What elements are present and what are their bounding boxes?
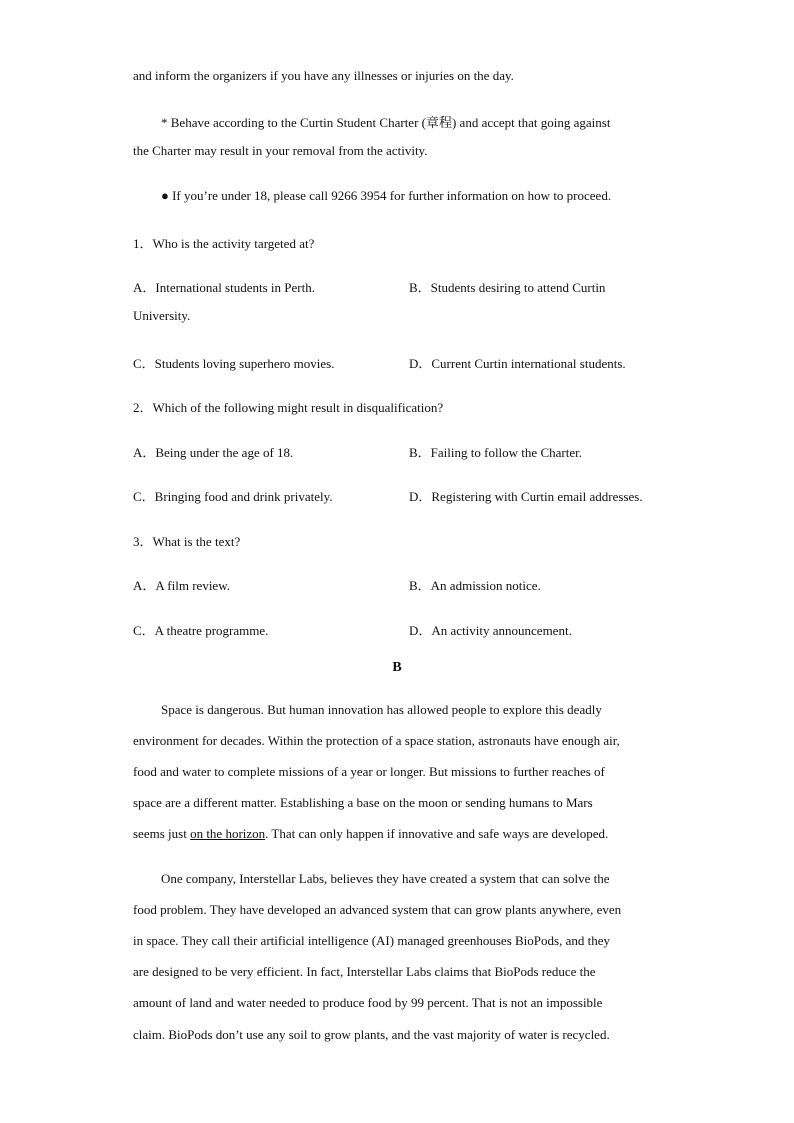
- question-1-option-b-continued: University.: [133, 308, 191, 323]
- question-2-option-d: D．Registering with Curtin email addresses.: [409, 489, 643, 504]
- question-1-stem: 1．Who is the activity targeted at?: [133, 236, 315, 251]
- question-1-option-b: B．Students desiring to attend Curtin: [409, 280, 606, 295]
- question-2-option-c: C．Bringing food and drink privately.: [133, 489, 333, 504]
- charter-line-continued: the Charter may result in your removal from the activity.: [133, 143, 428, 158]
- question-1-option-c: C．Students loving superhero movies.: [133, 356, 335, 371]
- paragraph-2-line: in space. They call their artificial intelligence (AI) managed greenhouses BioPods, and they: [133, 933, 610, 948]
- paragraph-1-line: food and water to complete missions of a year or longer. But missions to further reaches of: [133, 764, 605, 779]
- paragraph-2-line: food problem. They have developed an advanced system that can grow plants anywhere, even: [133, 902, 622, 917]
- paragraph-1-text: . That can only happen if innovative and safe ways are developed.: [265, 826, 609, 841]
- under18-note: ● If you’re under 18, please call 9266 3954 for further information on how to proceed.: [161, 188, 612, 203]
- charter-line: * Behave according to the Curtin Student Charter (章程) and accept that going against: [161, 115, 611, 130]
- question-2-option-a: A．Being under the age of 18.: [133, 445, 294, 460]
- question-1-option-d: D．Current Curtin international students.: [409, 356, 626, 371]
- question-2-option-b: B．Failing to follow the Charter.: [409, 445, 582, 460]
- paragraph-2-line: are designed to be very efficient. In fact, Interstellar Labs claims that BioPods reduce the: [133, 964, 596, 979]
- section-heading: B: [392, 660, 402, 675]
- question-2-stem: 2．Which of the following might result in disqualification?: [133, 400, 444, 415]
- paragraph-2-line: One company, Interstellar Labs, believes they have created a system that can solve the: [161, 871, 610, 886]
- question-3-stem: 3．What is the text?: [133, 534, 241, 549]
- paragraph-2-line: amount of land and water needed to produce food by 99 percent. That is not an impossible: [133, 995, 603, 1010]
- paragraph-1-line: space are a different matter. Establishing a base on the moon or sending humans to Mars: [133, 795, 593, 810]
- question-3-option-a: A．A film review.: [133, 578, 230, 593]
- question-3-option-d: D．An activity announcement.: [409, 623, 572, 638]
- paragraph-1-line: environment for decades. Within the protection of a space station, astronauts have enough air,: [133, 733, 620, 748]
- underlined-phrase: on the horizon: [190, 826, 266, 841]
- paragraph-1-line: Space is dangerous. But human innovation has allowed people to explore this deadly: [161, 702, 602, 717]
- intro-line: and inform the organizers if you have any illnesses or injuries on the day.: [133, 68, 514, 83]
- question-1-option-a: A．International students in Perth.: [133, 280, 315, 295]
- paragraph-1-text: seems just: [133, 826, 191, 841]
- paragraph-2-line: claim. BioPods don’t use any soil to grow plants, and the vast majority of water is recycled.: [133, 1027, 610, 1042]
- paragraph-1-last-line: [133, 826, 608, 842]
- question-3-option-b: B．An admission notice.: [409, 578, 541, 593]
- question-3-option-c: C．A theatre programme.: [133, 623, 269, 638]
